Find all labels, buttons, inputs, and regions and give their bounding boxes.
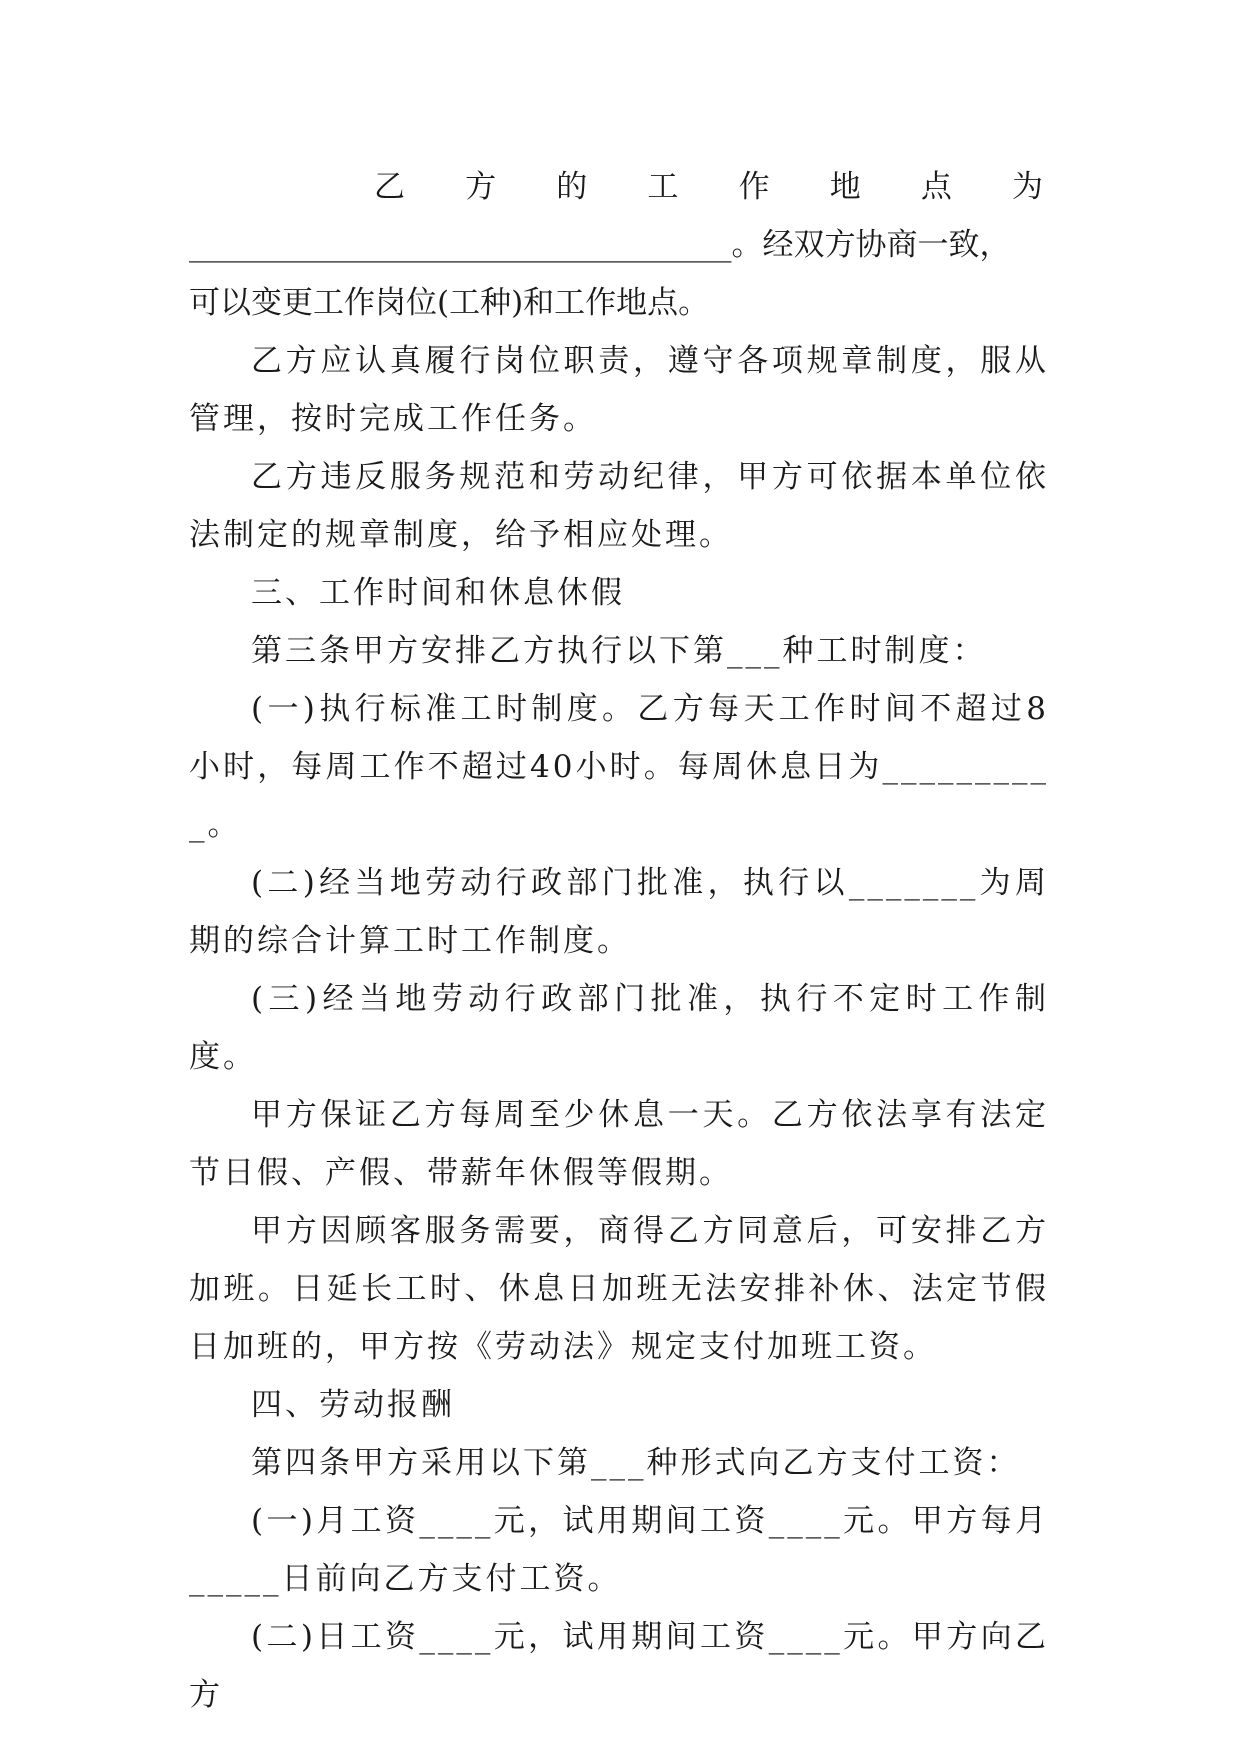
spread-char: 乙 (374, 169, 405, 205)
spread-char: 点 (920, 169, 952, 205)
paragraph-daily-wage: (二)日工资____元，试用期间工资____元。甲方向乙方 (189, 1619, 1049, 1713)
paragraph-monthly-wage: (一)月工资____元，试用期间工资____元。甲方每月_____日前向乙方支付工资。 (189, 1503, 1049, 1597)
spread-char: 为 (1011, 169, 1043, 205)
paragraph-work-location (189, 158, 1049, 332)
work-location-spread-line (189, 158, 1049, 216)
section-heading-work-time: 三、工作时间和休息休假 (251, 575, 625, 611)
paragraph-discipline: 乙方违反服务规范和劳动纪律，甲方可依据本单位依法制定的规章制度，给予相应处理。 (189, 459, 1049, 553)
document-body (189, 158, 1049, 1724)
spread-char: 地 (829, 169, 861, 205)
work-location-change-line: 可以变更工作岗位(工种)和工作地点。 (189, 285, 710, 321)
spread-char: 的 (556, 169, 588, 205)
paragraph-duties: 乙方应认真履行岗位职责，遵守各项规章制度，服从管理，按时完成工作任务。 (189, 343, 1049, 437)
paragraph-flexible-hours: (三)经当地劳动行政部门批准，执行不定时工作制度。 (189, 981, 1049, 1075)
paragraph-article-4: 第四条甲方采用以下第___种形式向乙方支付工资： (251, 1445, 1021, 1481)
paragraph-comprehensive-hours: (二)经当地劳动行政部门批准，执行以_______为周期的综合计算工时工作制度。 (189, 865, 1049, 959)
section-heading-remuneration: 四、劳动报酬 (251, 1387, 455, 1423)
work-location-blank-line: ___________________________________。经双方协商一致， (189, 227, 1011, 263)
paragraph-article-3: 第三条甲方安排乙方执行以下第___种工时制度： (251, 633, 987, 669)
spread-char: 方 (465, 169, 497, 205)
paragraph-overtime: 甲方因顾客服务需要，商得乙方同意后，可安排乙方加班。日延长工时、休息日加班无法安排补休、法定节假日加班的，甲方按《劳动法》规定支付加班工资。 (189, 1213, 1049, 1365)
spread-char: 作 (738, 169, 770, 205)
paragraph-standard-hours: (一)执行标准工时制度。乙方每天工作时间不超过8小时，每周工作不超过40小时。每周休息日为__________。 (189, 691, 1049, 843)
spread-char: 工 (647, 169, 679, 205)
paragraph-rest-days: 甲方保证乙方每周至少休息一天。乙方依法享有法定节日假、产假、带薪年休假等假期。 (189, 1097, 1049, 1191)
